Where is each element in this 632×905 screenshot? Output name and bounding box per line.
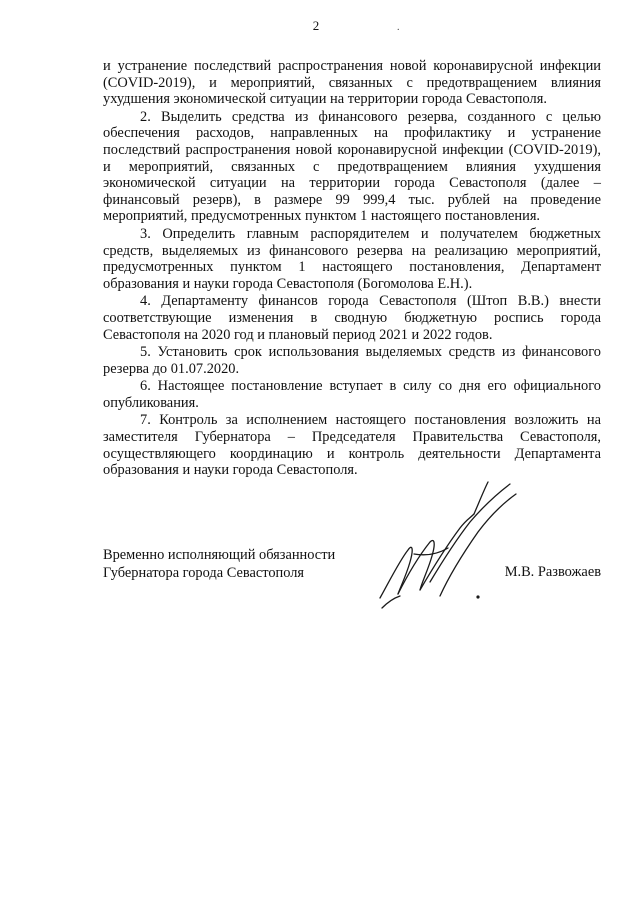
handwritten-signature <box>370 470 570 615</box>
paragraph-item-2: 2. Выделить средства из финансового резерва, созданного с целью обеспечения расходов, направленных на профилактику и устранение последствий распространения новой коронавирусной инфекции (COVID-2019), и мероприятий, связанных с предотвращением влияния ухудшения экономической ситуации на территории города Севастополя (далее – финансовый резерв), в размере 99 999,4 тыс. рублей на проведение мероприятий, предусмотренных пунктом 1 настоящего постановления. <box>103 108 601 225</box>
paragraph-item-3: 3. Определить главным распорядителем и получателем бюджетных средств, выделяемых из финансового резерва на реализацию мероприятий, предусмотренных пунктом 1 настоящего постановления, Департамент образования и науки города Севастополя (Богомолова Е.Н.). <box>103 225 601 292</box>
paragraph-continuation: и устранение последствий распространения новой коронавирусной инфекции (COVID-2019), и мероприятий, связанных с предотвращением влияния ухудшения экономической ситуации на территории города Севастополя. <box>103 58 601 108</box>
paragraph-item-6: 6. Настоящее постановление вступает в силу со дня его официального опубликования. <box>103 378 601 411</box>
signatory-title-line-1: Временно исполняющий обязанности <box>103 547 336 563</box>
paragraph-item-5: 5. Установить срок использования выделяемых средств из финансового резерва до 01.07.2020. <box>103 344 601 377</box>
scan-mark: . <box>397 22 400 33</box>
signer-name: М.В. Развожаев <box>504 564 601 580</box>
paragraph-item-7: 7. Контроль за исполнением настоящего постановления возложить на заместителя Губернатора – Председателя Правительства Севастополя, осуществляющего координацию и контроль деятельности Департамента образования и науки города Севастополя. <box>103 412 601 479</box>
document-body <box>103 58 601 480</box>
page-number: 2 <box>312 18 320 33</box>
signatory-title-line-2: Губернатора города Севастополя <box>103 565 305 581</box>
paragraph-item-4: 4. Департаменту финансов города Севастополя (Штоп В.В.) внести соответствующие изменения в сводную бюджетную роспись города Севастополя на 2020 год и плановый период 2021 и 2022 годов. <box>103 293 601 343</box>
signatory-title <box>103 546 335 582</box>
